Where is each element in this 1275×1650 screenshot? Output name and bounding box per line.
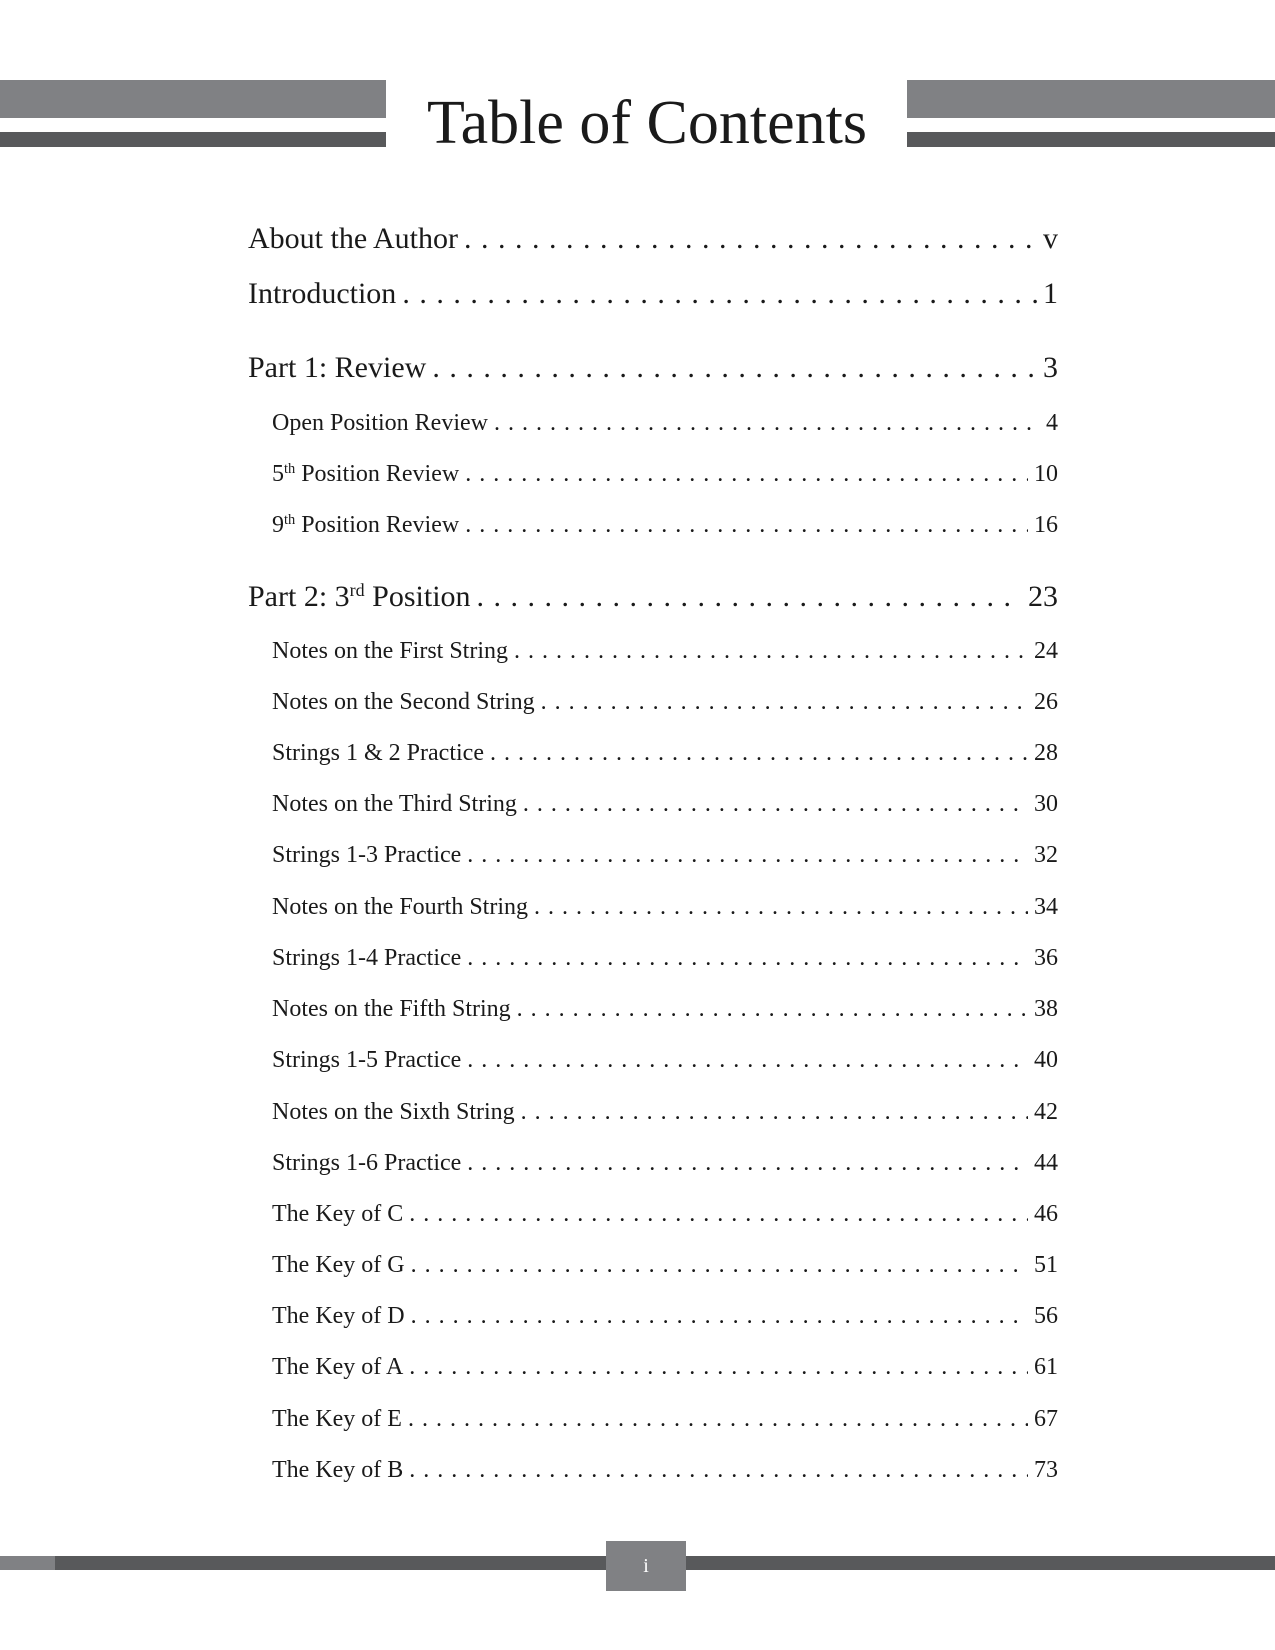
toc-entry[interactable] bbox=[272, 791, 1058, 825]
toc-dot-leader bbox=[467, 945, 1028, 972]
toc-dot-leader bbox=[409, 1201, 1028, 1228]
toc-dot-leader bbox=[490, 740, 1028, 767]
toc-entry-title: The Key of E bbox=[272, 1406, 402, 1432]
toc-entry[interactable] bbox=[248, 351, 1058, 391]
toc-dot-leader bbox=[411, 1252, 1028, 1279]
toc-dot-leader bbox=[464, 222, 1037, 256]
toc-entry-page-number: 30 bbox=[1034, 791, 1058, 817]
toc-entry-page-number: 38 bbox=[1034, 996, 1058, 1022]
header-decoration-left-top bbox=[0, 80, 386, 118]
toc-entry-title: Strings 1-3 Practice bbox=[272, 842, 462, 868]
toc-entry-title: The Key of D bbox=[272, 1303, 405, 1329]
toc-entry-title: Notes on the Fifth String bbox=[272, 996, 511, 1022]
toc-entry-title: Notes on the Second String bbox=[272, 689, 535, 715]
toc-entry-title-superscript: rd bbox=[349, 580, 365, 601]
toc-entry[interactable] bbox=[272, 740, 1058, 774]
toc-entry-title-prefix: Part 2: 3 bbox=[248, 580, 350, 613]
toc-entry[interactable] bbox=[248, 580, 1058, 620]
toc-entry[interactable] bbox=[272, 1099, 1058, 1133]
toc-entry[interactable] bbox=[272, 1406, 1058, 1440]
toc-dot-leader bbox=[465, 512, 1028, 539]
toc-dot-leader bbox=[432, 351, 1037, 385]
toc-dot-leader bbox=[521, 1099, 1028, 1126]
toc-entry[interactable] bbox=[272, 1303, 1058, 1337]
toc-dot-leader bbox=[465, 461, 1028, 488]
toc-entry-page-number: 24 bbox=[1034, 638, 1058, 664]
toc-entry-page-number: 3 bbox=[1043, 351, 1058, 384]
toc-entry-page-number: 61 bbox=[1034, 1354, 1058, 1380]
toc-dot-leader bbox=[517, 996, 1028, 1023]
toc-entry[interactable] bbox=[272, 894, 1058, 928]
toc-entry-title: The Key of A bbox=[272, 1354, 404, 1380]
toc-entry-title: The Key of C bbox=[272, 1201, 404, 1227]
toc-entry-page-number: 73 bbox=[1034, 1457, 1058, 1483]
toc-entry-title bbox=[272, 512, 459, 539]
toc-entry-title: Notes on the Fourth String bbox=[272, 894, 528, 920]
toc-entry[interactable] bbox=[272, 1354, 1058, 1388]
toc-dot-leader bbox=[534, 894, 1028, 921]
toc-entry-page-number: 36 bbox=[1034, 945, 1058, 971]
toc-dot-leader bbox=[514, 638, 1028, 665]
toc-entry-title: Notes on the Third String bbox=[272, 791, 517, 817]
toc-entry-page-number: 10 bbox=[1034, 461, 1058, 487]
toc-entry-page-number: 67 bbox=[1034, 1406, 1058, 1432]
toc-entry-title: Notes on the Sixth String bbox=[272, 1099, 515, 1125]
toc-dot-leader bbox=[467, 842, 1028, 869]
toc-entry-page-number: 28 bbox=[1034, 740, 1058, 766]
toc-entry-title: Strings 1-5 Practice bbox=[272, 1047, 462, 1073]
toc-entry[interactable] bbox=[272, 842, 1058, 876]
header-decoration-right-bottom bbox=[907, 132, 1275, 147]
toc-entry-title-superscript: th bbox=[284, 461, 296, 478]
toc-entry[interactable] bbox=[272, 638, 1058, 672]
header-decoration-right-top bbox=[907, 80, 1275, 118]
toc-entry-page-number: 40 bbox=[1034, 1047, 1058, 1073]
toc-dot-leader bbox=[409, 1354, 1028, 1381]
toc-entry-title: Introduction bbox=[248, 277, 397, 310]
toc-entry[interactable] bbox=[272, 1252, 1058, 1286]
toc-entry-title-prefix: 5 bbox=[272, 461, 284, 487]
toc-entry-page-number: 23 bbox=[1028, 580, 1058, 613]
toc-entry-page-number: 34 bbox=[1034, 894, 1058, 920]
toc-dot-leader bbox=[402, 277, 1037, 311]
toc-entry-title: The Key of B bbox=[272, 1457, 404, 1483]
page-number-box bbox=[606, 1541, 686, 1591]
toc-entry-title bbox=[272, 461, 459, 488]
toc-entry[interactable] bbox=[272, 1201, 1058, 1235]
header-decoration-left-bottom bbox=[0, 132, 386, 147]
page-number: i bbox=[643, 1554, 649, 1577]
toc-dot-leader bbox=[523, 791, 1028, 818]
toc-entry-title: About the Author bbox=[248, 222, 458, 255]
toc-entry[interactable] bbox=[248, 277, 1058, 317]
toc-entry-page-number: 46 bbox=[1034, 1201, 1058, 1227]
toc-entry-title bbox=[248, 580, 471, 614]
toc-entry[interactable] bbox=[272, 1150, 1058, 1184]
toc-entry-title-superscript: th bbox=[284, 512, 296, 529]
toc-entry[interactable] bbox=[272, 689, 1058, 723]
footer-bar-accent bbox=[0, 1556, 55, 1570]
toc-entry-page-number: 51 bbox=[1034, 1252, 1058, 1278]
toc-dot-leader bbox=[408, 1406, 1028, 1433]
toc-entry[interactable] bbox=[272, 410, 1058, 444]
toc-entry-page-number: 4 bbox=[1046, 410, 1058, 436]
toc-entry-title: The Key of G bbox=[272, 1252, 405, 1278]
toc-entry-title-text: Position bbox=[364, 580, 471, 613]
toc-entry-title: Notes on the First String bbox=[272, 638, 509, 664]
toc-entry-title-text: Position Review bbox=[295, 512, 460, 538]
toc-dot-leader bbox=[411, 1303, 1028, 1330]
toc-entry-title: Part 1: Review bbox=[248, 351, 427, 384]
toc-entry-title: Strings 1-4 Practice bbox=[272, 945, 462, 971]
toc-entry-page-number: 44 bbox=[1034, 1150, 1058, 1176]
toc-entry-title-prefix: 9 bbox=[272, 512, 284, 538]
toc-dot-leader bbox=[467, 1150, 1028, 1177]
toc-entry-title: Strings 1-6 Practice bbox=[272, 1150, 462, 1176]
toc-entry-title-text: Position Review bbox=[295, 461, 460, 487]
toc-dot-leader bbox=[541, 689, 1028, 716]
toc-entry-title: Open Position Review bbox=[272, 410, 488, 436]
page-title: Table of Contents bbox=[427, 89, 867, 157]
toc-entry[interactable] bbox=[248, 222, 1058, 262]
toc-entry-page-number: 16 bbox=[1034, 512, 1058, 538]
toc-entry-page-number: v bbox=[1043, 222, 1058, 255]
toc-dot-leader bbox=[494, 410, 1040, 437]
toc-dot-leader bbox=[477, 580, 1022, 614]
toc-entry[interactable] bbox=[272, 512, 1058, 546]
toc-entry-page-number: 32 bbox=[1034, 842, 1058, 868]
toc-dot-leader bbox=[409, 1457, 1028, 1484]
toc-entry[interactable] bbox=[272, 996, 1058, 1030]
toc-entry-title: Strings 1 & 2 Practice bbox=[272, 740, 484, 766]
toc-entry[interactable] bbox=[272, 945, 1058, 979]
toc-entry[interactable] bbox=[272, 1047, 1058, 1081]
toc-entry-page-number: 26 bbox=[1034, 689, 1058, 715]
toc-entry-page-number: 42 bbox=[1034, 1099, 1058, 1125]
toc-dot-leader bbox=[467, 1047, 1028, 1074]
toc-entry-page-number: 56 bbox=[1034, 1303, 1058, 1329]
toc-entry-page-number: 1 bbox=[1043, 277, 1058, 310]
toc-entry[interactable] bbox=[272, 1457, 1058, 1491]
toc-entry[interactable] bbox=[272, 461, 1058, 495]
